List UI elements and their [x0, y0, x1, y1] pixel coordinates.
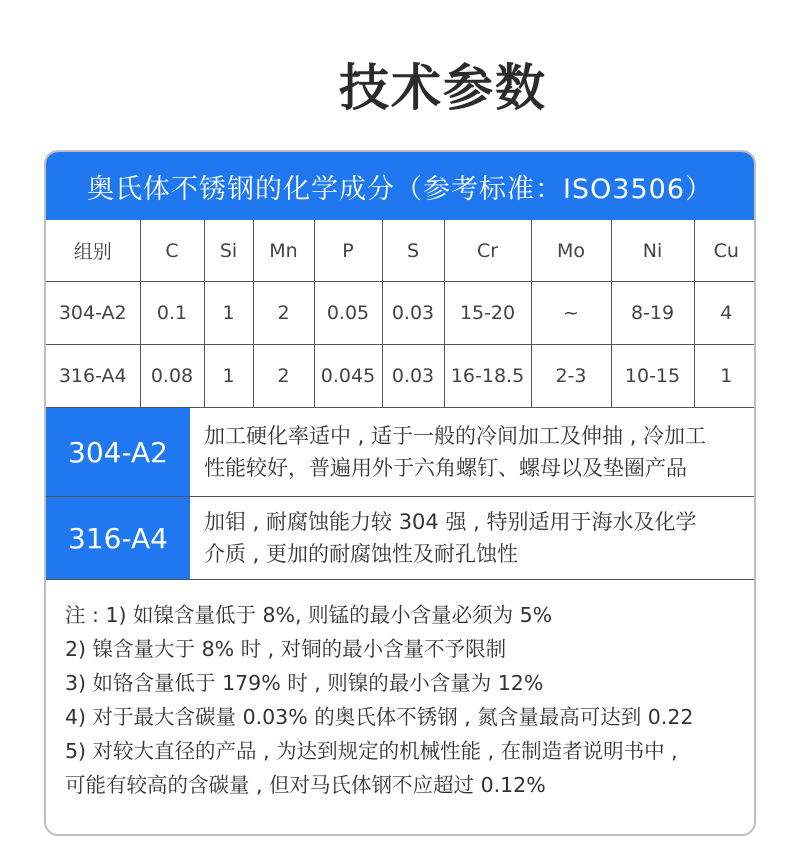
table-cell: 4: [694, 282, 756, 345]
column-header: Ni: [611, 220, 694, 282]
grade-badge: 316-A4: [46, 497, 190, 579]
table-row: [46, 282, 756, 345]
table-cell: 304-A2: [46, 282, 140, 345]
column-header: Si: [204, 220, 253, 282]
table-cell: 316-A4: [46, 345, 140, 408]
note-line: 5) 对较大直径的产品 , 为达到规定的机械性能 , 在制造者说明书中 ,: [65, 739, 678, 763]
table-cell: 1: [204, 345, 253, 408]
card-header: 奥氏体不锈钢的化学成分（参考标准：ISO3506）: [46, 152, 754, 220]
column-header: Cr: [444, 220, 531, 282]
grade-row-304-a2: [46, 408, 754, 497]
table-cell: 10-15: [611, 345, 694, 408]
column-header: 组别: [46, 220, 140, 282]
table-header-row: [46, 220, 756, 282]
grade-description: 加工硬化率适中 , 适于一般的冷间加工及伸抽 , 冷加工 性能较好，普遍用外于六角螺钉、螺母以及垫圈产品: [204, 424, 707, 480]
table-row: [46, 345, 756, 408]
column-header: C: [140, 220, 204, 282]
table-cell: 0.05: [314, 282, 382, 345]
column-header: Mo: [531, 220, 611, 282]
table-cell: 2: [253, 345, 314, 408]
note-line: 可能有较高的含碳量 , 但对马氏体钢不应超过 0.12%: [65, 773, 546, 797]
spec-card: [44, 150, 756, 836]
note-line: 3) 如铬含量低于 179% 时 , 则镍的最小含量为 12%: [65, 671, 544, 695]
table-cell: 0.045: [314, 345, 382, 408]
column-header: S: [382, 220, 444, 282]
table-cell: 2: [253, 282, 314, 345]
table-cell: 0.03: [382, 282, 444, 345]
note-line: 2) 镍含量大于 8% 时 , 对铜的最小含量不予限制: [65, 637, 507, 661]
table-cell: 1: [694, 345, 756, 408]
column-header: P: [314, 220, 382, 282]
column-header: Mn: [253, 220, 314, 282]
grade-description: 加钼 , 耐腐蚀能力较 304 强 , 特别适用于海水及化学 介质 , 更加的耐腐蚀性及耐孔蚀性: [204, 510, 697, 566]
note-line: 4) 对于最大含碳量 0.03% 的奥氏体不锈钢 , 氮含量最高可达到 0.22: [65, 705, 694, 729]
note-line: 注 : 1) 如镍含量低于 8%, 则锰的最小含量必须为 5%: [65, 603, 553, 627]
table-cell: 0.1: [140, 282, 204, 345]
column-header: Cu: [694, 220, 756, 282]
grade-badge: 304-A2: [46, 408, 190, 496]
grade-row-316-a4: [46, 497, 754, 580]
table-cell: ~: [531, 282, 611, 345]
table-cell: 1: [204, 282, 253, 345]
table-cell: 0.08: [140, 345, 204, 408]
table-cell: 2-3: [531, 345, 611, 408]
table-cell: 15-20: [444, 282, 531, 345]
table-cell: 0.03: [382, 345, 444, 408]
notes-section: [46, 580, 754, 802]
page-title: 技术参数: [339, 59, 547, 117]
composition-table: [46, 220, 756, 408]
table-cell: 8-19: [611, 282, 694, 345]
table-cell: 16-18.5: [444, 345, 531, 408]
